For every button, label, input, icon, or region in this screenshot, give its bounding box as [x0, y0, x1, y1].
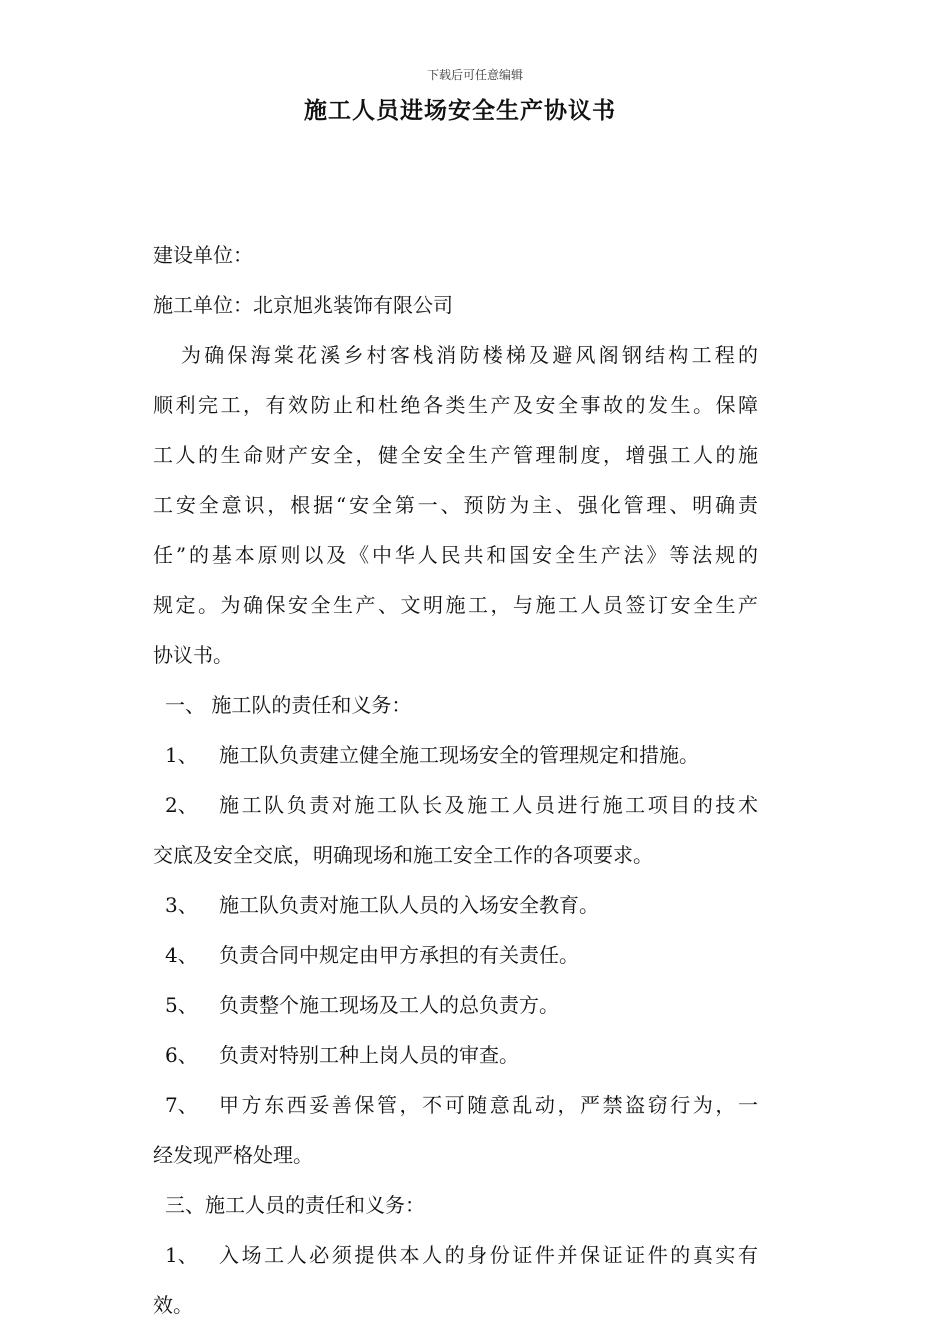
- intro-line: 为确保海棠花溪乡村客栈消防楼梯及避风阁钢结构工程的: [181, 343, 758, 367]
- item-text: 甲方东西妥善保管，不可随意乱动，严禁盗窃行为，一: [219, 1093, 758, 1117]
- intro-line: 工安全意识，根据“安全第一、预防为主、强化管理、明确责: [153, 493, 758, 517]
- list-item: [153, 730, 758, 780]
- list-item: [153, 980, 758, 1030]
- item-number: 7、: [165, 1093, 198, 1117]
- intro-line: 顺利完工，有效防止和杜绝各类生产及安全事故的发生。保障: [153, 393, 758, 417]
- item-text: 施工队负责建立健全施工现场安全的管理规定和措施。: [219, 743, 699, 767]
- list-item: [153, 1080, 758, 1130]
- intro-line: 规定。为确保安全生产、文明施工，与施工人员签订安全生产: [153, 593, 758, 617]
- intro-line: 工人的生命财产安全，健全安全生产管理制度，增强工人的施: [153, 443, 758, 467]
- item-text: 施工队负责对施工队长及施工人员进行施工项目的技术: [219, 793, 758, 817]
- item-number: 1、: [165, 743, 198, 767]
- list-item: [153, 930, 758, 980]
- header-note: 下载后可任意编辑: [426, 68, 523, 82]
- party-b-line: 施工单位：北京旭兆装饰有限公司: [153, 293, 453, 317]
- item-number: 2、: [165, 793, 198, 817]
- list-item: [153, 1230, 758, 1280]
- item-continuation: 交底及安全交底，明确现场和施工安全工作的各项要求。: [153, 843, 653, 867]
- item-number: 1、: [165, 1243, 198, 1267]
- list-item: [153, 1030, 758, 1080]
- intro-line: 任”的基本原则以及《中华人民共和国安全生产法》等法规的: [153, 543, 758, 567]
- item-continuation: 效。: [153, 1293, 193, 1317]
- list-item: [153, 780, 758, 830]
- item-number: 6、: [165, 1043, 198, 1067]
- section-heading: 一、 施工队的责任和义务：: [165, 693, 412, 717]
- item-text: 入场工人必须提供本人的身份证件并保证证件的真实有: [219, 1243, 758, 1267]
- section-heading: 三、施工人员的责任和义务：: [165, 1193, 425, 1217]
- party-a-line: 建设单位：: [153, 243, 253, 267]
- item-number: 4、: [165, 943, 198, 967]
- document-body: [153, 230, 758, 1330]
- intro-line: 协议书。: [153, 643, 233, 667]
- list-item: [153, 880, 758, 930]
- item-text: 负责合同中规定由甲方承担的有关责任。: [219, 943, 579, 967]
- item-number: 5、: [165, 993, 198, 1017]
- item-number: 3、: [165, 893, 198, 917]
- item-text: 施工队负责对施工队人员的入场安全教育。: [219, 893, 599, 917]
- document-title: 施工人员进场安全生产协议书: [304, 97, 616, 124]
- item-continuation: 经发现严格处理。: [153, 1143, 313, 1167]
- item-text: 负责对特别工种上岗人员的审查。: [219, 1043, 519, 1067]
- item-text: 负责整个施工现场及工人的总负责方。: [219, 993, 559, 1017]
